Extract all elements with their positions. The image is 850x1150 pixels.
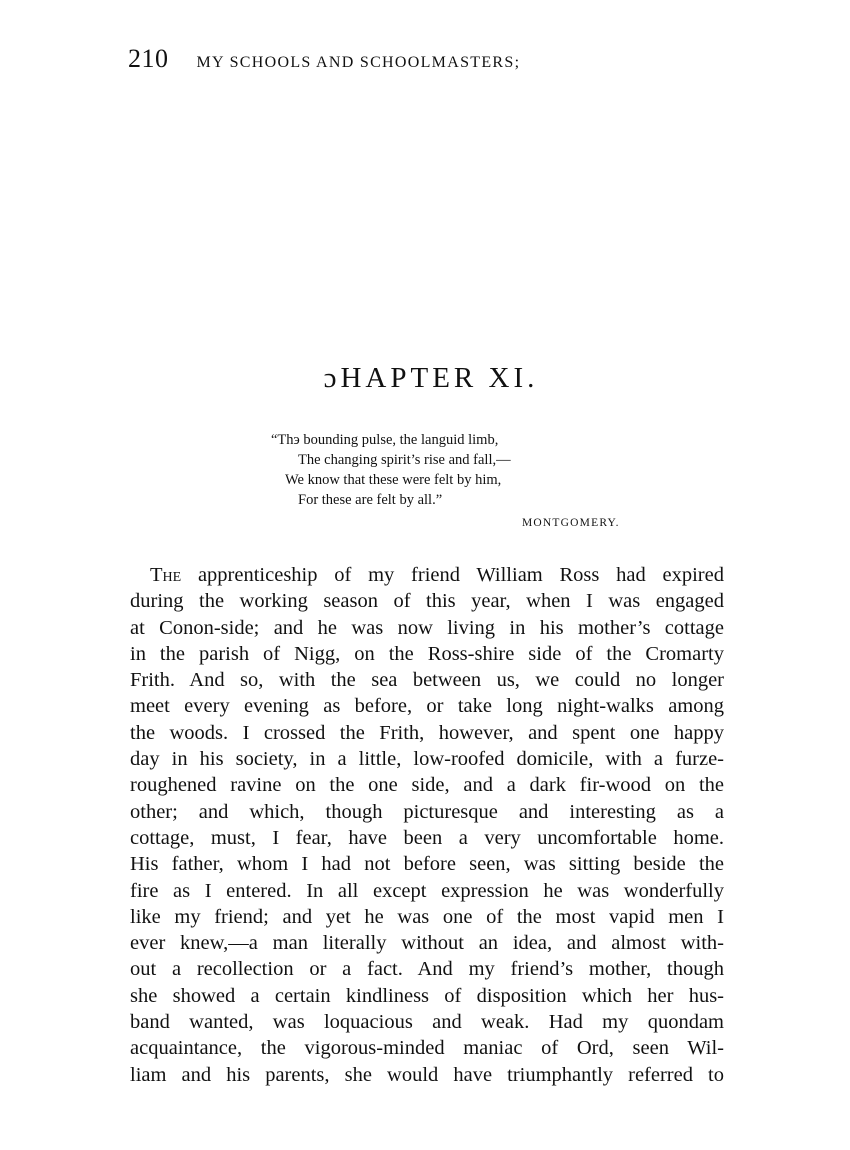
- body-line: out a recollection or a fact. And my friend’s mother, though: [130, 958, 724, 981]
- body-line: she showed a certain kindliness of disposition which her hus-: [130, 984, 724, 1007]
- page-number: 210: [128, 44, 169, 73]
- chapter-heading: [0, 362, 850, 395]
- body-line: ever knew,—a man literally without an idea, and almost with-: [130, 932, 724, 955]
- epigraph-attribution: MONTGOMERY.: [522, 517, 620, 529]
- epigraph-line: For these are felt by all.”: [298, 492, 443, 508]
- body-line: meet every evening as before, or take long night-walks among: [130, 695, 724, 718]
- body-paragraph: [130, 562, 724, 1088]
- epigraph-line: “Thэ bounding pulse, the languid limb,: [271, 432, 499, 448]
- body-line: [130, 562, 724, 588]
- body-line: day in his society, in a little, low-roofed domicile, with a furze-: [130, 748, 724, 771]
- drop-word: The: [150, 564, 182, 586]
- body-line: cottage, must, I fear, have been a very uncomfortable home.: [130, 826, 724, 849]
- body-line: like my friend; and yet he was one of the most vapid men I: [130, 905, 724, 928]
- body-line: band wanted, was loquacious and weak. Had my quondam: [130, 1011, 724, 1034]
- epigraph-line: The changing spirit’s rise and fall,—: [298, 452, 511, 468]
- body-line: His father, whom I had not before seen, was sitting beside the: [130, 853, 724, 876]
- epigraph: [271, 430, 651, 529]
- body-line: fire as I entered. In all except expression he was wonderfully: [130, 879, 724, 902]
- body-line: at Conon-side; and he was now living in his mother’s cottage: [130, 616, 724, 639]
- body-line: liam and his parents, she would have triumphantly referred to: [130, 1063, 724, 1086]
- body-line: other; and which, though picturesque and interesting as a: [130, 800, 724, 823]
- body-line: in the parish of Nigg, on the Ross-shire side of the Cromarty: [130, 642, 724, 665]
- body-line: roughened ravine on the one side, and a dark fir-wood on the: [130, 774, 724, 797]
- body-line: the woods. I crossed the Frith, however, and spent one happy: [130, 721, 724, 744]
- epigraph-line: We know that these were felt by him,: [285, 472, 502, 488]
- body-line-text: apprenticeship of my friend William Ross had expired: [181, 564, 724, 586]
- body-line: acquaintance, the vigorous-minded maniac of Ord, seen Wil-: [130, 1037, 724, 1060]
- body-line: during the working season of this year, when I was engaged: [130, 590, 724, 613]
- running-title: MY SCHOOLS AND SCHOOLMASTERS;: [196, 54, 521, 71]
- body-line: Frith. And so, with the sea between us, we could no longer: [130, 669, 724, 692]
- running-head: [128, 44, 728, 78]
- chapter-title: ɔHAPTER XI.: [323, 362, 539, 394]
